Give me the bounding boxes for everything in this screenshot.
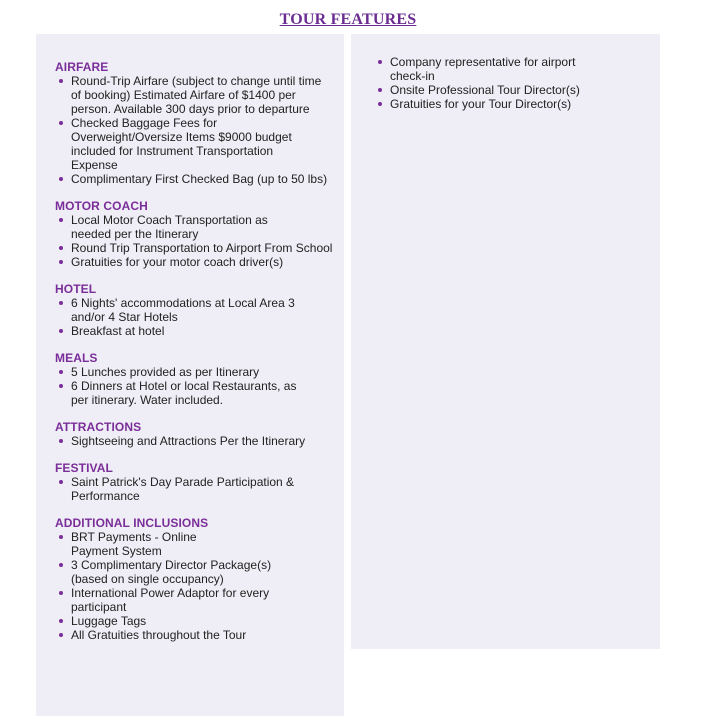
bullet-list bbox=[55, 296, 334, 338]
list-item-text: All Gratuities throughout the Tour bbox=[71, 628, 247, 642]
section-heading: MOTOR COACH bbox=[55, 199, 148, 213]
list-item-text: Round Trip Transportation to Airport From School bbox=[71, 241, 333, 255]
section-heading: MEALS bbox=[55, 351, 98, 365]
section-meals bbox=[55, 351, 334, 407]
bullet-icon bbox=[59, 384, 63, 388]
section-heading: HOTEL bbox=[55, 282, 97, 296]
bullet-icon bbox=[59, 370, 63, 374]
list-item-text: 6 Nights' accommodations at Local Area 3 and/or 4 Star Hotels bbox=[71, 296, 295, 324]
list-item bbox=[55, 74, 334, 116]
bullet-icon bbox=[59, 480, 63, 484]
bullet-icon bbox=[59, 535, 63, 539]
bullet-icon bbox=[59, 177, 63, 181]
list-item-text: 3 Complimentary Director Package(s) (based on single occupancy) bbox=[71, 558, 272, 586]
bullet-icon bbox=[59, 439, 63, 443]
list-item bbox=[55, 628, 334, 642]
bullet-icon bbox=[59, 218, 63, 222]
list-item-text: Company representative for airport check-in bbox=[390, 55, 576, 83]
list-item bbox=[55, 530, 334, 558]
list-item bbox=[55, 586, 334, 614]
list-item bbox=[55, 614, 334, 628]
list-item-text: Sightseeing and Attractions Per the Itinerary bbox=[71, 434, 306, 448]
bullet-icon bbox=[59, 633, 63, 637]
list-item-text: Gratuities for your Tour Director(s) bbox=[390, 97, 572, 111]
list-item bbox=[55, 172, 334, 186]
list-item-text: Checked Baggage Fees for Overweight/Oversize Items $9000 budget included for Instrument Transportation Expense bbox=[71, 116, 292, 172]
bullet-icon bbox=[59, 301, 63, 305]
left-panel bbox=[36, 34, 344, 716]
list-item-text: International Power Adaptor for every participant bbox=[71, 586, 270, 614]
bullet-icon bbox=[59, 79, 63, 83]
list-item-text: Onsite Professional Tour Director(s) bbox=[390, 83, 580, 97]
bullet-icon bbox=[378, 102, 382, 106]
list-item bbox=[55, 296, 334, 324]
section-attractions bbox=[55, 420, 334, 448]
section-heading: FESTIVAL bbox=[55, 461, 113, 475]
list-item bbox=[55, 365, 334, 379]
bullet-icon bbox=[59, 121, 63, 125]
list-item bbox=[55, 241, 334, 255]
bullet-list bbox=[374, 55, 650, 111]
bullet-icon bbox=[59, 619, 63, 623]
list-item bbox=[55, 213, 334, 241]
bullet-list bbox=[55, 365, 334, 407]
bullet-list bbox=[55, 213, 334, 269]
bullet-list bbox=[55, 434, 334, 448]
list-item-text: Local Motor Coach Transportation as needed per the Itinerary bbox=[71, 213, 268, 241]
bullet-icon bbox=[378, 88, 382, 92]
list-item-text: Round-Trip Airfare (subject to change until time of booking) Estimated Airfare of $1400 per person. Available 300 days prior to departure bbox=[71, 74, 322, 116]
list-item bbox=[55, 558, 334, 586]
section-festival bbox=[55, 461, 334, 503]
section-hotel bbox=[55, 282, 334, 338]
list-item-text: Saint Patrick's Day Parade Participation & Performance bbox=[71, 475, 295, 503]
section-heading: ATTRACTIONS bbox=[55, 420, 142, 434]
list-item bbox=[55, 116, 334, 172]
list-item bbox=[55, 379, 334, 407]
list-item-text: Luggage Tags bbox=[71, 614, 147, 628]
list-item bbox=[374, 83, 650, 97]
bullet-icon bbox=[59, 260, 63, 264]
section-heading: AIRFARE bbox=[55, 60, 109, 74]
list-item-text: 5 Lunches provided as per Itinerary bbox=[71, 365, 260, 379]
bullet-icon bbox=[59, 563, 63, 567]
list-item bbox=[55, 475, 334, 503]
section-heading: ADDITIONAL INCLUSIONS bbox=[55, 516, 209, 530]
list-item bbox=[374, 55, 650, 83]
list-item bbox=[55, 255, 334, 269]
bullet-list bbox=[55, 74, 334, 186]
page-title: TOUR FEATURES bbox=[279, 11, 417, 28]
bullet-list bbox=[55, 530, 334, 642]
list-item-text: Complimentary First Checked Bag (up to 50 lbs) bbox=[71, 172, 328, 186]
bullet-icon bbox=[59, 329, 63, 333]
bullet-icon bbox=[59, 246, 63, 250]
list-item bbox=[55, 434, 334, 448]
bullet-list bbox=[55, 475, 334, 503]
section-motor-coach bbox=[55, 199, 334, 269]
section-additional-inclusions bbox=[55, 516, 334, 642]
list-item-text: Breakfast at hotel bbox=[71, 324, 165, 338]
section-airfare bbox=[55, 60, 334, 186]
right-panel bbox=[351, 34, 660, 649]
list-item-text: BRT Payments - Online Payment System bbox=[71, 530, 197, 558]
bullet-icon bbox=[59, 591, 63, 595]
list-item bbox=[55, 324, 334, 338]
list-item bbox=[374, 97, 650, 111]
bullet-icon bbox=[378, 60, 382, 64]
list-item-text: Gratuities for your motor coach driver(s) bbox=[71, 255, 284, 269]
list-item-text: 6 Dinners at Hotel or local Restaurants, as per itinerary. Water included. bbox=[71, 379, 297, 407]
